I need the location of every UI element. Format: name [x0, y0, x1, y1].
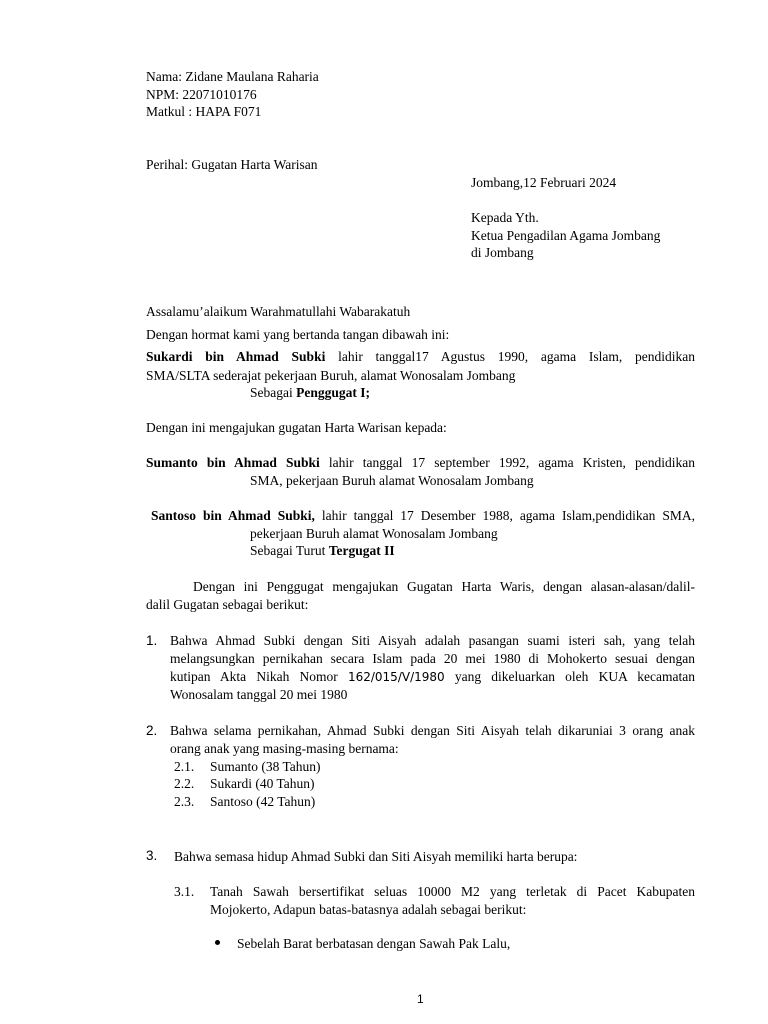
- student-npm: NPM: 22071010176: [146, 87, 257, 102]
- greeting: Assalamu’alaikum Warahmatullahi Wabarakatuh: [146, 304, 411, 319]
- penggugat-role-label: Penggugat I;: [296, 385, 370, 400]
- subject-line: Perihal: Gugatan Harta Warisan: [146, 157, 318, 172]
- point-3-number: 3.: [146, 848, 158, 863]
- point-2-line-2: orang anak yang masing-masing bernama:: [170, 741, 399, 756]
- point-1-line-3-a: kutipan Akta Nikah Nomor: [170, 669, 348, 684]
- tergugat2-role: [250, 542, 395, 559]
- marriage-certificate-number: 162/015/V/1980: [347, 670, 445, 684]
- point-3-1-number: 3.1.: [174, 884, 195, 899]
- point-1-line-3: [170, 668, 695, 686]
- place-date: Jombang,12 Februari 2024: [471, 175, 617, 190]
- tergugat2-line-2: pekerjaan Buruh alamat Wonosalam Jombang: [250, 526, 498, 541]
- point-3-1-line-2: Mojokerto, Adapun batas-batasnya adalah sebagai berikut:: [210, 902, 527, 917]
- point-1-line-3-b: yang dikeluarkan oleh KUA kecamatan: [444, 669, 695, 684]
- bullet-icon: [215, 940, 220, 945]
- point-1-line-2: melangsungkan pernikahan secara Islam pada 20 mei 1980 di Mohokerto sesuai dengan: [170, 651, 695, 666]
- penggugat-line-2: SMA/SLTA sederajat pekerjaan Buruh, alamat Wonosalam Jombang: [146, 368, 516, 383]
- recipient-line-2: Ketua Pengadilan Agama Jombang: [471, 228, 661, 243]
- tergugat2-role-prefix: Sebagai Turut: [250, 543, 329, 558]
- recipient-line-1: Kepada Yth.: [471, 210, 539, 225]
- recipient-line-3: di Jombang: [471, 245, 534, 260]
- intro-text: Dengan hormat kami yang bertanda tangan dibawah ini:: [146, 327, 450, 342]
- tergugat1-line-1: [146, 454, 695, 472]
- child-3-text: Santoso (42 Tahun): [210, 794, 316, 809]
- child-3-number: 2.3.: [174, 794, 195, 809]
- tergugat1-name: Sumanto bin Ahmad Subki: [146, 455, 320, 470]
- point-1-line-4: Wonosalam tanggal 20 mei 1980: [170, 687, 348, 702]
- child-1-number: 2.1.: [174, 759, 195, 774]
- grounds-line-1: Dengan ini Penggugat mengajukan Gugatan Harta Waris, dengan alasan-alasan/dalil-: [193, 579, 695, 594]
- child-2-number: 2.2.: [174, 776, 195, 791]
- tergugat1-details: lahir tanggal 17 september 1992, agama Kristen, pendidikan: [319, 455, 695, 470]
- point-3-line-1: Bahwa semasa hidup Ahmad Subki dan Siti Aisyah memiliki harta berupa:: [174, 849, 578, 864]
- point-2-line-1: Bahwa selama pernikahan, Ahmad Subki dengan Siti Aisyah telah dikaruniai 3 orang anak: [170, 723, 695, 738]
- tergugat2-details: lahir tanggal 17 Desember 1988, agama Islam,pendidikan SMA,: [314, 508, 695, 523]
- course-code: Matkul : HAPA F071: [146, 104, 262, 119]
- point-1-number: 1.: [146, 633, 158, 648]
- penggugat-role-prefix: Sebagai: [250, 385, 297, 400]
- page-number: 1: [417, 992, 424, 1006]
- tergugat2-name: Santoso bin Ahmad Subki,: [151, 508, 315, 523]
- point-1-line-1: Bahwa Ahmad Subki dengan Siti Aisyah adalah pasangan suami isteri sah, yang telah: [170, 633, 695, 648]
- tergugat2-line-1: [151, 507, 695, 525]
- tergugat1-line-2: SMA, pekerjaan Buruh alamat Wonosalam Jombang: [250, 473, 534, 488]
- penggugat-name: Sukardi bin Ahmad Subki: [146, 349, 326, 364]
- boundary-west: Sebelah Barat berbatasan dengan Sawah Pak Lalu,: [237, 936, 511, 951]
- child-2-text: Sukardi (40 Tahun): [210, 776, 315, 791]
- point-3-1-line-1: Tanah Sawah bersertifikat seluas 10000 M2 yang terletak di Pacet Kabupaten: [210, 884, 695, 899]
- submission-text: Dengan ini mengajukan gugatan Harta Warisan kepada:: [146, 420, 447, 435]
- tergugat2-role-label: Tergugat II: [328, 543, 395, 558]
- penggugat-line-1: [146, 348, 695, 366]
- grounds-line-2: dalil Gugatan sebagai berikut:: [146, 597, 309, 612]
- penggugat-role: [250, 384, 370, 401]
- student-name: Nama: Zidane Maulana Raharia: [146, 69, 319, 84]
- point-2-number: 2.: [146, 723, 158, 738]
- child-1-text: Sumanto (38 Tahun): [210, 759, 321, 774]
- penggugat-details: lahir tanggal17 Agustus 1990, agama Islam, pendidikan: [325, 349, 695, 364]
